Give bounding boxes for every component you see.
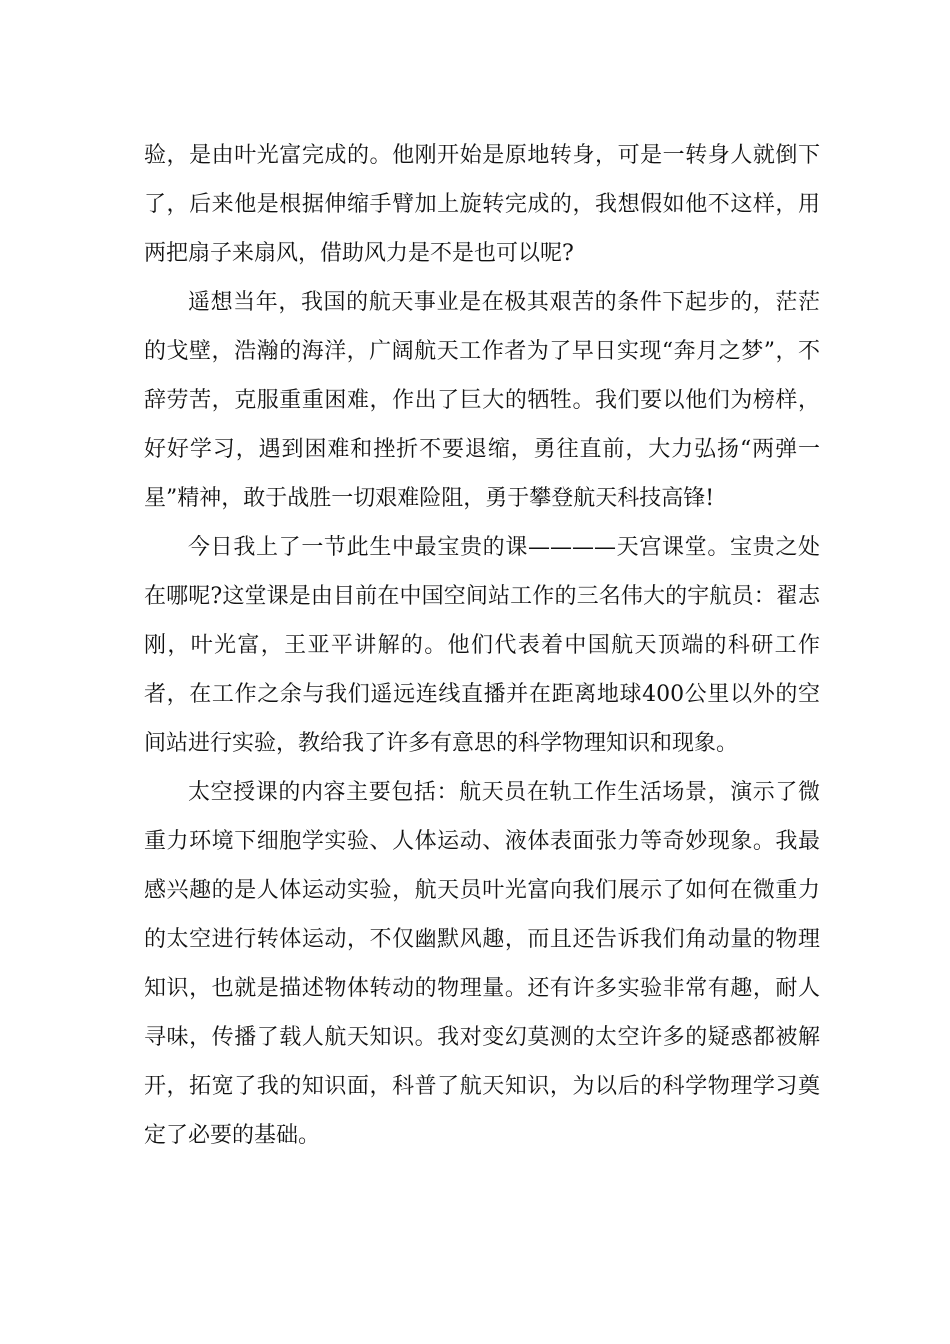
paragraph-1: 验，是由叶光富完成的。他刚开始是原地转身，可是一转身人就倒下了，后来他是根据伸缩手臂加上旋转完成的，我想假如他不这样，用两把扇子来扇风，借助风力是不是也可以呢?	[144, 143, 820, 266]
document-body	[144, 131, 820, 1160]
paragraph-4: 太空授课的内容主要包括：航天员在轨工作生活场景，演示了微重力环境下细胞学实验、人体运动、液体表面张力等奇妙现象。我最感兴趣的是人体运动实验，航天员叶光富向我们展示了如何在微重力的太空进行转体运动，不仅幽默风趣，而且还告诉我们角动量的物理知识，也就是描述物体转动的物理量。还有许多实验非常有趣，耐人寻味，传播了载人航天知识。我对变幻莫测的太空许多的疑惑都被解开，拓宽了我的知识面，科普了航天知识，为以后的科学物理学习奠定了必要的基础。	[144, 780, 820, 1148]
paragraph-2: 遥想当年，我国的航天事业是在极其艰苦的条件下起步的，茫茫的戈壁，浩瀚的海洋，广阔航天工作者为了早日实现“奔月之梦”，不辞劳苦，克服重重困难，作出了巨大的牺牲。我们要以他们为榜样，好好学习，遇到困难和挫折不要退缩，勇往直前，大力弘扬“两弹一星”精神，敢于战胜一切艰难险阻，勇于攀登航天科技高锋!	[144, 290, 820, 511]
paragraph-3: 今日我上了一节此生中最宝贵的课————天宫课堂。宝贵之处在哪呢?这堂课是由目前在中国空间站工作的三名伟大的宇航员：翟志刚，叶光富，王亚平讲解的。他们代表着中国航天顶端的科研工作者，在工作之余与我们遥远连线直播并在距离地球400公里以外的空间站进行实验，教给我了许多有意思的科学物理知识和现象。	[144, 535, 820, 756]
